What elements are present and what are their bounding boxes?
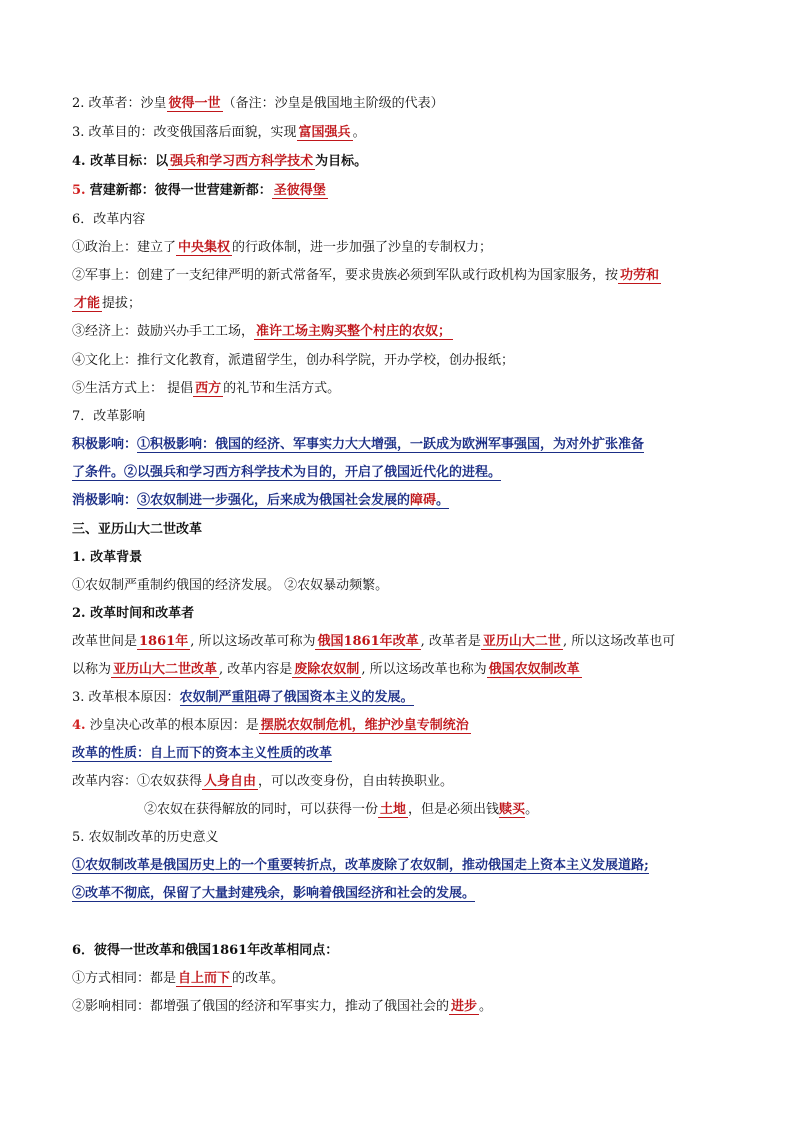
economic-line: ③经济上：鼓励兴办手工工场， 准许工场主购买整个村庄的农奴； <box>72 324 452 339</box>
content-line-2: ②农奴在获得解放的同时，可以获得一份 土地 ，但是必须出钱赎买。 <box>144 802 539 817</box>
significance-line-1: ①农奴制改革是俄国历史上的一个重要转折点，改革废除了农奴制，推动俄国走上资本主义发展道路; <box>72 858 649 873</box>
new-capital-line: 5. 营建新都：彼得一世营建新都： 圣彼得堡 <box>72 183 326 198</box>
reformer-line: 2. 改革者：沙皇 彼得一世 （备注：沙皇是俄国地主阶级的代表） <box>72 96 444 111</box>
significance-line-2: ②改革不彻底，保留了大量封建残余，影响着俄国经济和社会的发展。 <box>72 886 476 901</box>
significance-heading: 5. 农奴制改革的历史意义 <box>72 830 219 845</box>
section-6-heading: 6．改革内容 <box>72 212 146 227</box>
nature-line: 改革的性质：自上而下的资本主义性质的改革 <box>72 746 333 761</box>
positive-impact-line-cont: 了条件。②以强兵和学习西方科学技术为目的，开启了俄国近代化的进程。 <box>72 465 502 480</box>
similarity-impact-line: ②影响相同：都增强了俄国的经济和军事实力，推动了俄国社会的 进步 。 <box>72 999 493 1014</box>
tsar-motive-line: 4. 沙皇决心改革的根本原因：是 摆脱农奴制危机，维护沙皇专制统治 <box>72 718 469 733</box>
purpose-line: 3. 改革目的：改变俄国落后面貌，实现 富国强兵 。 <box>72 125 366 140</box>
content-line: 改革内容：①农奴获得 人身自由 ，可以改变身份，自由转换职业。 <box>72 774 454 789</box>
negative-impact-line: 消极影响：③农奴制进一步强化，后来成为俄国社会发展的障碍。 <box>72 493 450 508</box>
cultural-line: ④文化上：推行文化教育，派遣留学生，创办科学院，开办学校，创办报纸； <box>72 353 515 368</box>
root-cause-line: 3. 改革根本原因：农奴制严重阻碍了俄国资本主义的发展。 <box>72 690 414 705</box>
time-reformer-line: 改革世间是 1861年 , 所以这场改革可称为 俄国1861年改革 , 改革者是 亚历山大二世 , 所以这场改革也可 <box>72 634 676 649</box>
goal-line: 4. 改革目标：以 强兵和学习西方科学技术 为目标。 <box>72 154 368 169</box>
political-line: ①政治上：建立了 中央集权 的行政体制，进一步加强了沙皇的专制权力； <box>72 240 493 255</box>
positive-impact-line: 积极影响：①积极影响：俄国的经济、军事实力大大增强，一跃成为欧洲军事强国，为对外扩张准备 <box>72 437 645 452</box>
military-line-cont: 才能 提拔； <box>74 296 142 311</box>
section-7-heading: 7．改革影响 <box>72 409 146 424</box>
similarity-heading: 6．彼得一世改革和俄国1861年改革相同点： <box>72 943 339 958</box>
military-line: ②军事上：创建了一支纪律严明的新式常备军，要求贵族必须到军队或行政机构为国家服务，按 功劳和 <box>72 268 660 283</box>
time-reformer-line-cont: 以称为 亚历山大二世改革 , 改革内容是 废除农奴制 , 所以这场改革也称为 俄国农奴制改革 <box>72 662 580 677</box>
time-reformer-heading: 2. 改革时间和改革者 <box>72 606 195 621</box>
background-heading: 1. 改革背景 <box>72 550 143 565</box>
similarity-method-line: ①方式相同：都是 自上而下 的改革。 <box>72 971 285 986</box>
background-line: ①农奴制严重制约俄国的经济发展。 ②农奴暴动频繁。 <box>72 578 389 593</box>
section-3-heading: 三、亚历山大二世改革 <box>72 522 203 537</box>
lifestyle-line: ⑤生活方式上： 提倡 西方 的礼节和生活方式。 <box>72 381 341 396</box>
